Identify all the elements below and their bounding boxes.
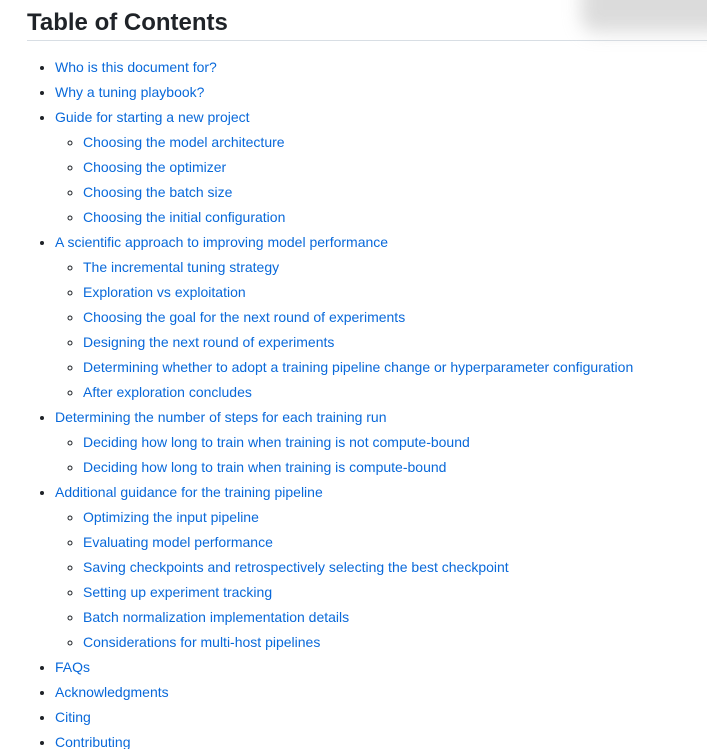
toc-item xyxy=(55,657,707,678)
toc-item xyxy=(83,507,707,528)
toc-item xyxy=(83,632,707,653)
toc-link-contributing[interactable]: Contributing xyxy=(55,734,131,749)
toc-link-faqs[interactable]: FAQs xyxy=(55,659,91,675)
toc-item xyxy=(55,482,707,653)
toc-item xyxy=(83,132,707,153)
toc-link-after-exploration-concludes[interactable]: After exploration concludes xyxy=(83,384,252,400)
toc-link-who-is-this-document-for[interactable]: Who is this document for? xyxy=(55,59,217,75)
toc-sublist xyxy=(55,507,707,653)
toc-item xyxy=(83,582,707,603)
toc-link-determining-number-of-steps[interactable]: Determining the number of steps for each training run xyxy=(55,409,387,425)
toc-link-choosing-the-batch-size[interactable]: Choosing the batch size xyxy=(83,184,233,200)
toc-item xyxy=(83,332,707,353)
toc-link-why-a-tuning-playbook[interactable]: Why a tuning playbook? xyxy=(55,84,205,100)
toc-link-deciding-train-not-compute-bound[interactable]: Deciding how long to train when training is not compute-bound xyxy=(83,434,470,450)
toc-sublist xyxy=(55,432,707,478)
toc-link-guide-for-starting-a-new-project[interactable]: Guide for starting a new project xyxy=(55,109,250,125)
toc-link-the-incremental-tuning-strategy[interactable]: The incremental tuning strategy xyxy=(83,259,280,275)
toc-item xyxy=(83,282,707,303)
toc-link-deciding-train-compute-bound[interactable]: Deciding how long to train when training is compute-bound xyxy=(83,459,447,475)
toc-item xyxy=(55,682,707,703)
toc-link-acknowledgments[interactable]: Acknowledgments xyxy=(55,684,169,700)
toc-link-choosing-the-initial-configuration[interactable]: Choosing the initial configuration xyxy=(83,209,286,225)
toc-link-setting-up-experiment-tracking[interactable]: Setting up experiment tracking xyxy=(83,584,273,600)
toc-link-batch-normalization-details[interactable]: Batch normalization implementation details xyxy=(83,609,350,625)
toc-item xyxy=(83,257,707,278)
toc-item xyxy=(55,82,707,103)
toc-item xyxy=(83,182,707,203)
toc-link-determining-whether-to-adopt[interactable]: Determining whether to adopt a training pipeline change or hyperparameter configuration xyxy=(83,359,634,375)
toc-item xyxy=(55,57,707,78)
toc-link-saving-checkpoints[interactable]: Saving checkpoints and retrospectively selecting the best checkpoint xyxy=(83,559,509,575)
toc-item xyxy=(55,707,707,728)
toc-link-designing-the-next-round[interactable]: Designing the next round of experiments xyxy=(83,334,335,350)
toc-link-choosing-the-goal-for-next-round[interactable]: Choosing the goal for the next round of experiments xyxy=(83,309,406,325)
toc-item xyxy=(83,307,707,328)
toc-item xyxy=(55,232,707,403)
toc-item xyxy=(83,557,707,578)
toc-item xyxy=(83,607,707,628)
toc-item xyxy=(55,407,707,478)
toc-link-optimizing-the-input-pipeline[interactable]: Optimizing the input pipeline xyxy=(83,509,259,525)
toc-link-evaluating-model-performance[interactable]: Evaluating model performance xyxy=(83,534,273,550)
toc-link-additional-guidance-training-pipeline[interactable]: Additional guidance for the training pipeline xyxy=(55,484,323,500)
toc-item xyxy=(83,357,707,378)
toc-link-a-scientific-approach[interactable]: A scientific approach to improving model performance xyxy=(55,234,389,250)
toc-link-considerations-multi-host-pipelines[interactable]: Considerations for multi-host pipelines xyxy=(83,634,321,650)
toc-item xyxy=(83,157,707,178)
toc-item xyxy=(83,457,707,478)
toc-sublist xyxy=(55,257,707,403)
page-title: Table of Contents xyxy=(27,8,707,41)
toc-item xyxy=(83,382,707,403)
toc-link-choosing-the-optimizer[interactable]: Choosing the optimizer xyxy=(83,159,227,175)
toc-link-citing[interactable]: Citing xyxy=(55,709,91,725)
toc-link-choosing-the-model-architecture[interactable]: Choosing the model architecture xyxy=(83,134,285,150)
toc-item xyxy=(83,207,707,228)
toc-item xyxy=(83,532,707,553)
toc-list xyxy=(27,57,707,749)
toc-sublist xyxy=(55,132,707,228)
toc-item xyxy=(55,107,707,228)
toc-link-exploration-vs-exploitation[interactable]: Exploration vs exploitation xyxy=(83,284,246,300)
toc-item xyxy=(83,432,707,453)
toc-item xyxy=(55,732,707,749)
